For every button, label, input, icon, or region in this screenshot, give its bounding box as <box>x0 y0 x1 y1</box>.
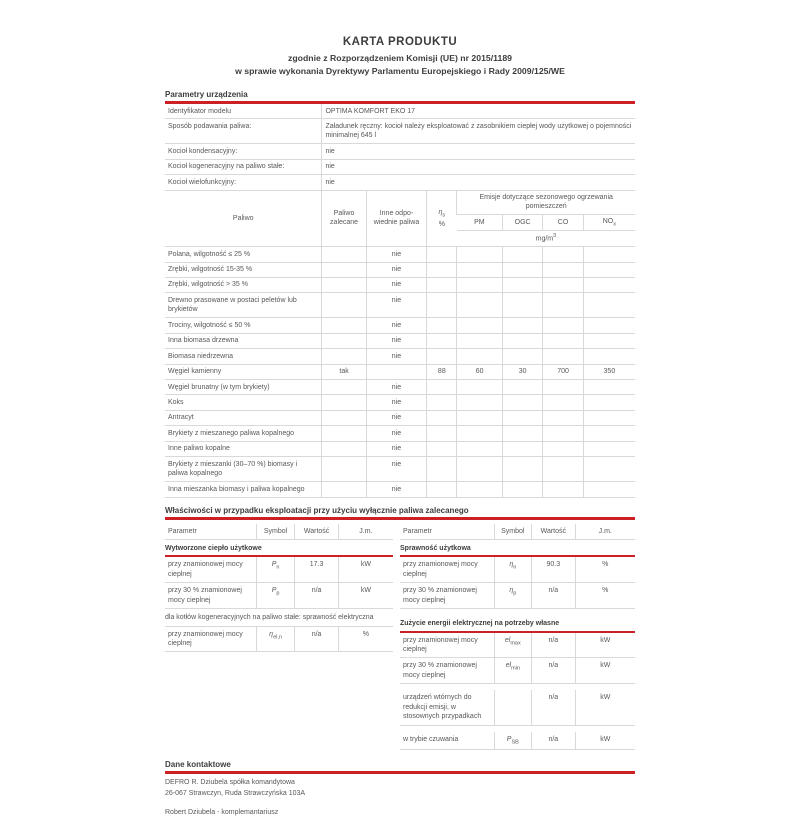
prop-value: n/a <box>532 632 575 658</box>
fuel-pm-value: 60 <box>457 364 503 379</box>
group-heading-row <box>400 539 635 556</box>
fuel-name: Biomasa niedrzewna <box>165 349 322 364</box>
section-heading: Właściwości w przypadku eksploatacji przy użyciu wyłącznie paliwa zalecanego <box>165 505 469 515</box>
prop-unit: % <box>575 556 635 582</box>
fuel-row <box>165 482 635 497</box>
fuel-ogc-value <box>502 482 542 497</box>
table-row <box>165 104 635 119</box>
fuel-name: Trociny, wilgotność ≤ 50 % <box>165 318 322 333</box>
fuel-co-value <box>543 426 583 441</box>
fuel-ogc-value <box>502 333 542 348</box>
fuel-nox-value <box>583 395 635 410</box>
section-heading: Dane kontaktowe <box>165 760 231 770</box>
fuel-ogc-value <box>502 349 542 364</box>
fuel-header-row <box>165 191 635 214</box>
fuel-name: Węgiel kamienny <box>165 364 322 379</box>
group-heading-row <box>400 615 635 631</box>
fuel-co-value <box>543 457 583 482</box>
prop-param: przy znamionowej mocy cieplnej <box>400 632 494 658</box>
param-value: OPTIMA KOMFORT EKO 17 <box>322 104 635 119</box>
fuel-other-value: nie <box>366 333 427 348</box>
fuel-eta-value <box>427 380 457 395</box>
prop-unit: % <box>575 583 635 609</box>
prop-unit: kW <box>338 556 393 582</box>
table-row <box>165 144 635 159</box>
fuel-recommended-value <box>322 333 366 348</box>
fuel-pm-value <box>457 333 503 348</box>
fuel-co-value <box>543 380 583 395</box>
fuel-pm-value <box>457 247 503 262</box>
fuel-row <box>165 380 635 395</box>
fuel-nox-value <box>583 247 635 262</box>
fuel-recommended-value <box>322 262 366 277</box>
product-card-page <box>165 36 635 818</box>
table-row <box>165 175 635 190</box>
fuel-nox-value <box>583 262 635 277</box>
prop-symbol: $\eta_{el,n}$ <box>256 626 295 652</box>
col-header-recommended: Paliwo zalecane <box>322 191 366 247</box>
section-heading: Parametry urządzenia <box>165 90 248 99</box>
param-value: nie <box>322 144 635 159</box>
fuel-ogc-value <box>502 410 542 425</box>
prop-param: urządzeń wtórnych do redukcji emisji, w stosownych przypadkach <box>400 690 494 725</box>
col-header-co: CO <box>543 214 583 231</box>
fuel-co-value <box>543 349 583 364</box>
fuel-nox-value <box>583 318 635 333</box>
table-row <box>165 119 635 144</box>
fuel-row <box>165 410 635 425</box>
fuel-co-value <box>543 318 583 333</box>
prop-value: 90.3 <box>532 556 575 582</box>
col-header-unit: J.m. <box>575 524 635 540</box>
fuel-co-value: 700 <box>543 364 583 379</box>
props-header-row <box>400 524 635 540</box>
fuel-co-value <box>543 247 583 262</box>
table-row <box>165 159 635 174</box>
fuel-name: Inne paliwo kopalne <box>165 441 322 456</box>
fuel-eta-value <box>427 482 457 497</box>
param-value: nie <box>322 159 635 174</box>
fuel-recommended-value <box>322 318 366 333</box>
param-label: Kocioł kondensacyjny: <box>165 144 322 159</box>
prop-symbol: $P_n$ <box>256 556 295 582</box>
group-heading: Zużycie energii elektrycznej na potrzeby własne <box>400 615 635 631</box>
table-row <box>400 690 635 725</box>
prop-param: przy 30 % znamionowej mocy cieplnej <box>165 583 256 609</box>
section-properties <box>165 506 635 520</box>
param-label: Kocioł kogeneracyjny na paliwo stałe: <box>165 159 322 174</box>
fuel-ogc-value <box>502 277 542 292</box>
group-heading: Sprawność użytkowa <box>400 539 635 556</box>
properties-right-column <box>400 524 635 751</box>
col-header-symbol: Symbol <box>494 524 532 540</box>
table-row <box>400 583 635 609</box>
fuel-recommended-value <box>322 457 366 482</box>
group-heading-row <box>165 539 393 556</box>
col-header-param: Parametr <box>400 524 494 540</box>
fuel-recommended-value: tak <box>322 364 366 379</box>
fuel-pm-value <box>457 482 503 497</box>
param-value: Załadunek ręczny: kocioł należy eksploatować z zasobnikiem ciepłej wody użytkowej o pojemności minimalnej 645 l <box>322 119 635 144</box>
contact-person: Robert Dziubela - komplemantariusz <box>165 808 279 816</box>
page-title: KARTA PRODUKTU <box>342 36 458 48</box>
fuel-ogc-value <box>502 441 542 456</box>
fuel-recommended-value <box>322 380 366 395</box>
prop-unit: kW <box>575 732 635 750</box>
fuel-ogc-value: 30 <box>502 364 542 379</box>
prop-param: przy 30 % znamionowej mocy cieplnej <box>400 583 494 609</box>
col-header-unit: J.m. <box>338 524 393 540</box>
param-value: nie <box>322 175 635 190</box>
fuel-ogc-value <box>502 457 542 482</box>
fuel-other-value: nie <box>366 395 427 410</box>
col-header-eta: $\eta_s$ % <box>427 191 457 247</box>
fuel-name: Polana, wilgotność ≤ 25 % <box>165 247 322 262</box>
fuel-other-value: nie <box>366 349 427 364</box>
fuel-pm-value <box>457 318 503 333</box>
fuel-name: Koks <box>165 395 322 410</box>
fuel-nox-value <box>583 441 635 456</box>
fuel-row <box>165 277 635 292</box>
section-contact <box>165 760 635 774</box>
fuel-nox-value <box>583 293 635 318</box>
fuel-co-value <box>543 482 583 497</box>
table-row <box>165 556 393 582</box>
properties-columns <box>165 524 635 751</box>
fuel-other-value: nie <box>366 293 427 318</box>
fuel-co-value <box>543 410 583 425</box>
prop-symbol: $\eta_n$ <box>494 556 532 582</box>
prop-param: przy 30 % znamionowej mocy cieplnej <box>400 658 494 684</box>
fuel-nox-value <box>583 426 635 441</box>
prop-unit: kW <box>575 690 635 725</box>
fuel-co-value <box>543 333 583 348</box>
fuel-row <box>165 247 635 262</box>
fuel-name: Zrębki, wilgotność > 35 % <box>165 277 322 292</box>
col-header-symbol: Symbol <box>256 524 295 540</box>
prop-param: w trybie czuwania <box>400 732 494 750</box>
fuel-ogc-value <box>502 380 542 395</box>
fuel-eta-value <box>427 410 457 425</box>
contact-address: 26-067 Strawczyn, Ruda Strawczyńska 103A <box>165 789 306 797</box>
prop-unit: kW <box>338 583 393 609</box>
fuel-name: Inna mieszanka biomasy i paliwa kopalnego <box>165 482 322 497</box>
fuel-row <box>165 262 635 277</box>
fuel-pm-value <box>457 410 503 425</box>
fuel-co-value <box>543 262 583 277</box>
note-row <box>165 609 393 626</box>
fuel-ogc-value <box>502 293 542 318</box>
fuel-ogc-value <box>502 318 542 333</box>
col-header-pm: PM <box>457 214 503 231</box>
table-row <box>400 556 635 582</box>
section-divider <box>165 771 635 774</box>
fuel-nox-value <box>583 277 635 292</box>
fuel-eta-value <box>427 457 457 482</box>
properties-left-column <box>165 524 393 751</box>
fuel-ogc-value <box>502 262 542 277</box>
table-row <box>165 626 393 652</box>
fuel-other-value: nie <box>366 482 427 497</box>
fuel-nox-value <box>583 482 635 497</box>
col-header-value: Wartość <box>532 524 575 540</box>
fuel-recommended-value <box>322 410 366 425</box>
fuel-co-value <box>543 441 583 456</box>
section-device-parameters <box>165 90 635 104</box>
fuel-pm-value <box>457 395 503 410</box>
group-heading: Wytworzone ciepło użytkowe <box>165 539 393 556</box>
prop-value: n/a <box>532 690 575 725</box>
table-row <box>165 583 393 609</box>
document-header <box>165 36 635 77</box>
prop-value: 17.3 <box>295 556 338 582</box>
table-row <box>400 732 635 750</box>
fuel-eta-value <box>427 318 457 333</box>
fuel-pm-value <box>457 262 503 277</box>
prop-unit: kW <box>575 658 635 684</box>
fuel-pm-value <box>457 426 503 441</box>
fuel-name: Inna biomasa drzewna <box>165 333 322 348</box>
fuel-eta-value <box>427 441 457 456</box>
fuel-ogc-value <box>502 247 542 262</box>
fuel-ogc-value <box>502 395 542 410</box>
fuel-name: Brykiety z mieszanego paliwa kopalnego <box>165 426 322 441</box>
fuel-nox-value <box>583 380 635 395</box>
fuel-eta-value <box>427 426 457 441</box>
prop-symbol: $\eta_p$ <box>494 583 532 609</box>
fuel-eta-value <box>427 293 457 318</box>
fuel-other-value: nie <box>366 457 427 482</box>
col-header-param: Parametr <box>165 524 256 540</box>
fuel-row <box>165 364 635 379</box>
note-text: dla kotłów kogeneracyjnych na paliwo stałe: sprawność elektryczna <box>165 609 393 626</box>
fuel-other-value: nie <box>366 262 427 277</box>
fuel-pm-value <box>457 277 503 292</box>
col-header-other-fuels: Inne odpo-wiednie paliwa <box>366 191 427 247</box>
prop-symbol: $el_{min}$ <box>494 658 532 684</box>
fuel-name: Brykiety z mieszanki (30–70 %) biomasy i paliwa kopalnego <box>165 457 322 482</box>
fuel-other-value: nie <box>366 426 427 441</box>
fuel-eta-value <box>427 247 457 262</box>
fuel-row <box>165 318 635 333</box>
emissions-unit: $mg/m^3$ <box>457 231 635 247</box>
fuel-pm-value <box>457 457 503 482</box>
prop-param: przy znamionowej mocy cieplnej <box>400 556 494 582</box>
contact-company: DEFRO R. Dziubela spółka komandytowa <box>165 778 295 786</box>
fuel-row <box>165 441 635 456</box>
prop-value: n/a <box>295 626 338 652</box>
fuel-row <box>165 333 635 348</box>
fuel-row <box>165 395 635 410</box>
fuel-row <box>165 457 635 482</box>
prop-symbol <box>494 690 532 725</box>
col-header-nox: $NO_x$ <box>583 214 635 231</box>
fuel-recommended-value <box>322 441 366 456</box>
subtitle-line-1: zgodnie z Rozporządzeniem Komisji (UE) nr 2015/1189 <box>288 53 512 63</box>
prop-value: n/a <box>532 658 575 684</box>
fuel-eta-value <box>427 333 457 348</box>
fuel-other-value: nie <box>366 380 427 395</box>
fuel-other-value: nie <box>366 441 427 456</box>
fuel-eta-value <box>427 262 457 277</box>
emissions-group-header: Emisje dotyczące sezonowego ogrzewania pomieszczeń <box>457 191 635 214</box>
table-row <box>400 658 635 684</box>
subtitle-line-2: w sprawie wykonania Dyrektywy Parlamentu Europejskiego i Rady 2009/125/WE <box>235 65 565 76</box>
fuel-ogc-value <box>502 426 542 441</box>
fuel-nox-value <box>583 333 635 348</box>
props-header-row <box>165 524 393 540</box>
prop-param: przy znamionowej mocy cieplnej <box>165 626 256 652</box>
fuel-row <box>165 293 635 318</box>
prop-unit: kW <box>575 632 635 658</box>
fuel-pm-value <box>457 441 503 456</box>
fuel-pm-value <box>457 349 503 364</box>
fuel-recommended-value <box>322 349 366 364</box>
efficiency-table <box>400 524 635 751</box>
col-header-value: Wartość <box>295 524 338 540</box>
contact-details <box>165 778 635 817</box>
param-label: Identyfikator modelu <box>165 104 322 119</box>
fuel-nox-value <box>583 457 635 482</box>
prop-value: n/a <box>295 583 338 609</box>
fuel-name: Zrębki, wilgotność 15-35 % <box>165 262 322 277</box>
param-label: Kocioł wielofunkcyjny: <box>165 175 322 190</box>
fuel-eta-value: 88 <box>427 364 457 379</box>
fuel-co-value <box>543 277 583 292</box>
device-parameters-table <box>165 104 635 191</box>
fuel-recommended-value <box>322 395 366 410</box>
col-header-ogc: OGC <box>502 214 542 231</box>
fuel-co-value <box>543 395 583 410</box>
heat-output-table <box>165 524 393 653</box>
fuel-row <box>165 349 635 364</box>
prop-value: n/a <box>532 583 575 609</box>
col-header-fuel: Paliwo <box>165 191 322 247</box>
fuel-emissions-table <box>165 191 635 498</box>
prop-param: przy znamionowej mocy cieplnej <box>165 556 256 582</box>
section-divider <box>165 517 635 520</box>
fuel-pm-value <box>457 293 503 318</box>
fuel-other-value: nie <box>366 318 427 333</box>
prop-symbol: $el_{max}$ <box>494 632 532 658</box>
prop-value: n/a <box>532 732 575 750</box>
fuel-recommended-value <box>322 482 366 497</box>
fuel-other-value <box>366 364 427 379</box>
fuel-eta-value <box>427 277 457 292</box>
fuel-name: Węgiel brunatny (w tym brykiety) <box>165 380 322 395</box>
fuel-nox-value: 350 <box>583 364 635 379</box>
fuel-row <box>165 426 635 441</box>
fuel-other-value: nie <box>366 410 427 425</box>
fuel-nox-value <box>583 410 635 425</box>
fuel-other-value: nie <box>366 277 427 292</box>
fuel-recommended-value <box>322 426 366 441</box>
fuel-nox-value <box>583 349 635 364</box>
fuel-eta-value <box>427 349 457 364</box>
fuel-name: Drewno prasowane w postaci peletów lub brykietów <box>165 293 322 318</box>
fuel-name: Antracyt <box>165 410 322 425</box>
fuel-pm-value <box>457 380 503 395</box>
prop-symbol: $P_p$ <box>256 583 295 609</box>
fuel-eta-value <box>427 395 457 410</box>
prop-symbol: $P_{SB}$ <box>494 732 532 750</box>
prop-unit: % <box>338 626 393 652</box>
table-row <box>400 632 635 658</box>
fuel-other-value: nie <box>366 247 427 262</box>
param-label: Sposób podawania paliwa: <box>165 119 322 144</box>
fuel-co-value <box>543 293 583 318</box>
fuel-recommended-value <box>322 293 366 318</box>
fuel-recommended-value <box>322 277 366 292</box>
fuel-recommended-value <box>322 247 366 262</box>
